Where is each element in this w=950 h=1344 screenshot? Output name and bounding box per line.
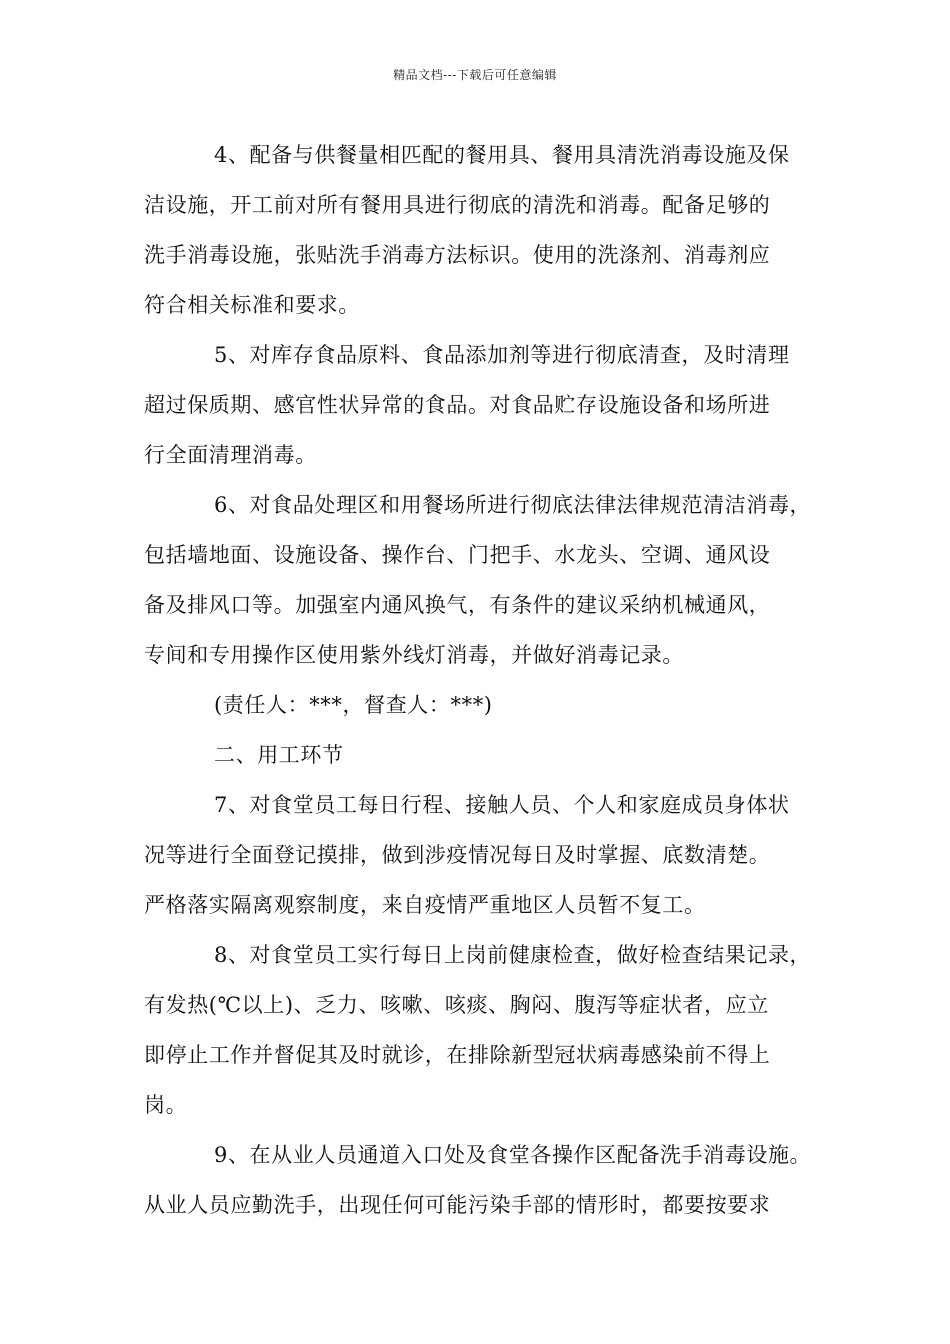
text-line: 即停止工作并督促其及时就诊，在排除新型冠状病毒感染前不得上 (144, 1043, 771, 1067)
section-heading: 二、用工环节 (214, 743, 344, 767)
text-line: 洗手消毒设施，张贴洗手消毒方法标识。使用的洗涤剂、消毒剂应 (144, 243, 771, 267)
text-line: 7、对食堂员工每日行程、接触人员、个人和家庭成员身体状 (214, 793, 790, 817)
text-line: 8、对食堂员工实行每日上岗前健康检查，做好检查结果记录， (214, 943, 812, 967)
text-line: 符合相关标准和要求。 (144, 293, 360, 317)
text-line: 岗。 (144, 1093, 188, 1117)
text-line: 4、配备与供餐量相匹配的餐用具、餐用具清洗消毒设施及保 (214, 143, 790, 167)
text-line: 洁设施，开工前对所有餐用具进行彻底的清洗和消毒。配备足够的 (144, 193, 771, 217)
text-line: 专间和专用操作区使用紫外线灯消毒，并做好消毒记录。 (144, 643, 684, 667)
text-line: 严格落实隔离观察制度，来自疫情严重地区人员暂不复工。 (144, 893, 706, 917)
text-line: 有发热(℃以上)、乏力、咳嗽、咳痰、胸闷、腹泻等症状者，应立 (144, 993, 769, 1017)
text-line: 9、在从业人员通道入口处及食堂各操作区配备洗手消毒设施。 (214, 1143, 812, 1167)
text-line: 超过保质期、感官性状异常的食品。对食品贮存设施设备和场所进 (144, 393, 771, 417)
document-body (144, 130, 830, 1230)
text-line: 备及排风口等。加强室内通风换气，有条件的建议采纳机械通风， (144, 593, 771, 617)
responsibility-line: (责任人：***，督查人：***) (214, 693, 493, 717)
text-line: 行全面清理消毒。 (144, 443, 317, 467)
text-line: 包括墙地面、设施设备、操作台、门把手、水龙头、空调、通风设 (144, 543, 771, 567)
page-header: 精品文档---下载后可任意编辑 (393, 68, 557, 82)
text-line: 6、对食品处理区和用餐场所进行彻底法律法律规范清洁消毒， (214, 493, 812, 517)
text-line: 5、对库存食品原料、食品添加剂等进行彻底清查，及时清理 (214, 343, 790, 367)
text-line: 况等进行全面登记摸排，做到涉疫情况每日及时掌握、底数清楚。 (144, 843, 771, 867)
text-line: 从业人员应勤洗手，出现任何可能污染手部的情形时，都要按要求 (144, 1193, 771, 1217)
